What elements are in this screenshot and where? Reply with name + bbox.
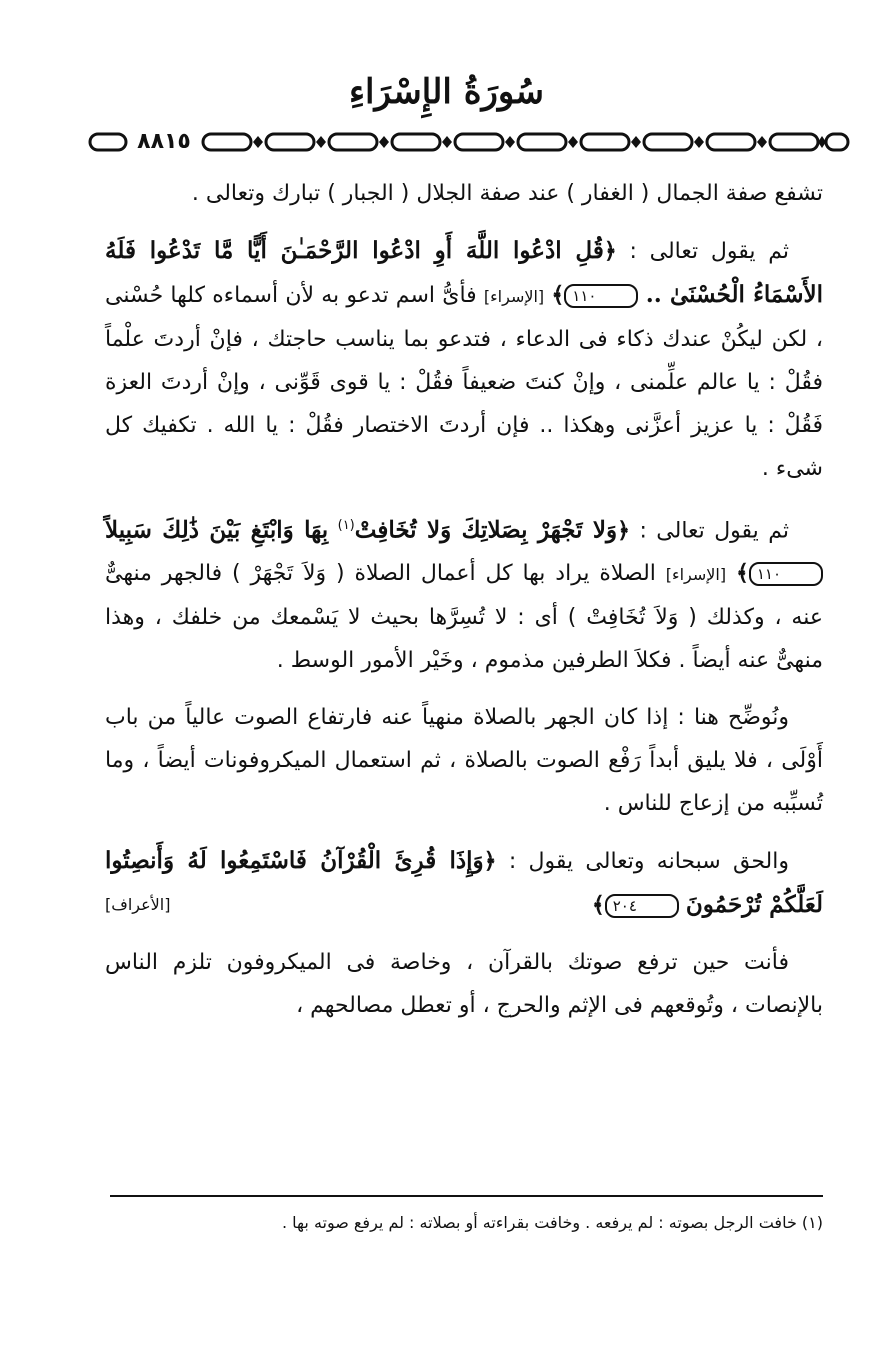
paragraph-lead: ثم يقول تعالى : [629, 239, 789, 264]
body-text [105, 172, 823, 1041]
verse-open-brace: ﴿ [483, 848, 497, 875]
paragraph-5 [105, 839, 823, 927]
paragraph-6 [105, 941, 823, 1027]
paragraph-text: فأىُّ اسم تدعو به لأن أسماءه كلها حُسْنى ، لكن ليكُنْ عندك ذكاء فى الدعاء ، فتدعو بما يناسب حاجتك ، فإنْ أردتَ علْماً فقُلْ : يا عالم علِّمنى ، وإنْ كنتَ ضعيفاً فقُلْ : يا قوى قَوِّنى ، وإنْ أردتَ العزة فَقُلْ : يا عزيز أعزَّنى وهكذا .. فإن أردتَ الاختصار فقُلْ : يا الله . تكفيك كل شىء . [105, 283, 823, 481]
paragraph-2 [105, 229, 823, 490]
surah-title: سُورَةُ الإِسْرَاءِ [349, 72, 544, 112]
quran-verse-continued: بِهَا وَابْتَغِ بَيْنَ ذَٰلِكَ سَبِيلاً [105, 516, 329, 544]
page-number: ٨٨١٥ [132, 127, 196, 157]
ayah-number-badge: ١١٠ [749, 562, 823, 586]
verse-open-brace: ﴿ [617, 517, 631, 544]
verse-close-brace: ﴾ [735, 560, 749, 587]
quran-verse: وَلا تَجْهَرْ بِصَلاتِكَ وَلا تُخَافِتْ [354, 516, 618, 544]
footnote: (١) خافت الرجل بصوته : لم يرفعه . وخافت بقراءته أو بصلاته : لم يرفع صوته بها . [281, 1213, 823, 1232]
ayah-number-badge: ١١٠ [564, 284, 638, 308]
verse-close-brace: ﴾ [551, 282, 565, 308]
paragraph-3 [105, 504, 823, 682]
footnote-divider [110, 1195, 823, 1197]
header-ornament-border [88, 128, 850, 156]
paragraph-lead: ثم يقول تعالى : [639, 518, 789, 544]
paragraph-text: ونُوضِّح هنا : إذا كان الجهر بالصلاة منهياً عنه فارتفاع الصوت عالياً من باب أَوْلَى ، فلا يليق أبداً رَفْع الصوت بالصلاة ، ثم استعمال الميكروفونات أيضاً ، وما تُسبِّبه من إزعاج للناس . [105, 705, 823, 817]
quran-verse: قُلِ ادْعُوا اللَّهَ أَوِ ادْعُوا الرَّحْمَـٰنَ أَيًّا مَّا تَدْعُوا فَلَهُ الأَسْمَاءُ الْحُسْنَىٰ .. [105, 237, 823, 308]
paragraph-1 [105, 172, 823, 215]
paragraph-4 [105, 696, 823, 825]
surah-reference: [الإسراء] [483, 287, 545, 306]
quran-verse: وَإِذَا قُرِئَ الْقُرْآنُ فَاسْتَمِعُوا لَهُ وَأَنصِتُوا لَعَلَّكُمْ تُرْحَمُونَ [105, 847, 823, 919]
verse-close-brace: ﴾ [591, 892, 605, 919]
ayah-number-badge: ٢٠٤ [605, 894, 679, 918]
paragraph-text: فأنت حين ترفع صوتك بالقرآن ، وخاصة فى الميكروفون تلزم الناس بالإنصات ، وتُوقعهم فى الإثم والحرج ، أو تعطل مصالحهم ، [105, 950, 823, 1019]
paragraph-lead: والحق سبحانه وتعالى يقول : [508, 849, 789, 875]
paragraph-text: تشفع صفة الجمال ( الغفار ) عند صفة الجلال ( الجبار ) تبارك وتعالى . [191, 181, 823, 206]
surah-reference: [الإسراء] [665, 565, 727, 585]
paragraph-text: الصلاة يراد بها كل أعمال الصلاة ( وَلاَ تَجْهَرْ ) فالجهر منهىٌّ عنه ، وكذلك ( وَلاَ تُخَافِتْ ) أى : لا تُسِرَّها بحيث لا يَسْمعك من خلفك ، وهذا منهىٌّ عنه أيضاً . فكلاَ الطرفين مذموم ، وخَيْر الأمور الوسط . [105, 561, 823, 674]
footnote-marker: (١) [337, 518, 355, 533]
verse-open-brace: ﴿ [603, 238, 617, 264]
surah-reference: [الأعراف] [105, 895, 171, 915]
